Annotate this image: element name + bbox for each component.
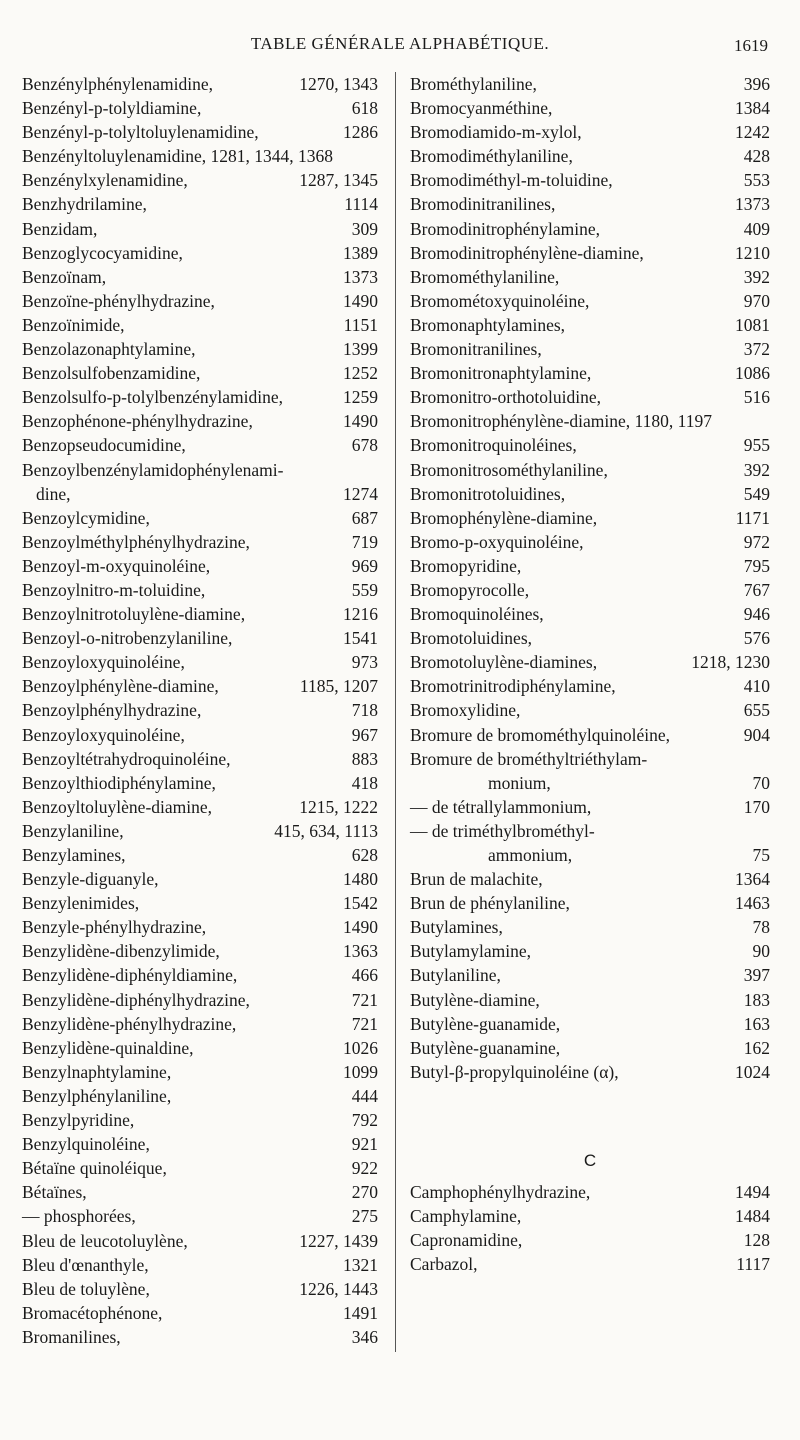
index-entry (410, 1204, 770, 1228)
index-term: Benzoyloxyquinoléine, (22, 652, 185, 673)
index-term: Bromométhylaniline, (410, 266, 560, 287)
index-entry (22, 1180, 378, 1204)
index-term: Benzoyltoluylène-diamine, (22, 796, 213, 817)
index-page-refs: 1494 (735, 1181, 770, 1202)
index-term: Benzylidène-diphénylhydrazine, (22, 989, 250, 1010)
index-entry (22, 723, 378, 747)
index-page-refs: 721 (351, 989, 378, 1010)
index-term: Benzylphénylaniline, (22, 1085, 172, 1106)
index-entry (410, 963, 770, 987)
index-term: Benzoyl-o-nitrobenzylaniline, (22, 628, 233, 649)
right-index-column (410, 72, 770, 1276)
index-entry (22, 409, 378, 433)
index-term: Bétaïnes, (22, 1182, 87, 1203)
index-page-refs: 553 (743, 170, 770, 191)
index-term: Bromonitranilines, (410, 339, 542, 360)
index-term: Benzolsulfo-p-tolylbenzénylamidine, (22, 387, 283, 408)
index-term: Benzylidène-phénylhydrazine, (22, 1013, 237, 1034)
index-term: Bromonaphtylamines, (410, 314, 566, 335)
index-page-refs: 549 (743, 483, 770, 504)
index-entry (410, 650, 770, 674)
index-page-refs: 1227, 1439 (299, 1230, 378, 1251)
index-entry (410, 458, 770, 482)
index-page-refs: 1363 (343, 941, 378, 962)
index-entry (22, 1253, 378, 1277)
index-entry (410, 554, 770, 578)
index-term: Bromométoxyquinoléine, (410, 290, 590, 311)
index-term: Butylène-guanamine, (410, 1037, 561, 1058)
index-term: Bromodinitranilines, (410, 194, 556, 215)
index-entry (410, 939, 770, 963)
index-page-refs: 1024 (735, 1061, 770, 1082)
index-entry (410, 72, 770, 96)
index-page-refs: 444 (351, 1085, 378, 1106)
index-term: Bromo-p-oxyquinoléine, (410, 531, 584, 552)
index-page-refs: 397 (743, 965, 770, 986)
index-term: Bromophénylène-diamine, (410, 507, 598, 528)
index-page-refs: 392 (743, 266, 770, 287)
index-entry (22, 1325, 378, 1349)
index-entry (410, 482, 770, 506)
index-page-refs: 163 (743, 1013, 770, 1034)
index-entry (410, 144, 770, 168)
index-entry (22, 482, 378, 506)
index-term: Bromotrinitrodiphénylamine, (410, 676, 616, 697)
index-page-refs: 428 (743, 146, 770, 167)
index-page-refs: 618 (351, 98, 378, 119)
index-page-refs: 1321 (343, 1254, 378, 1275)
index-term: Bromodiamido-m-xylol, (410, 122, 582, 143)
index-page-refs: 1259 (343, 387, 378, 408)
index-term: Benzolazonaphtylamine, (22, 339, 196, 360)
index-term: Benzoylcymidine, (22, 507, 150, 528)
running-title: TABLE GÉNÉRALE ALPHABÉTIQUE. (250, 34, 550, 53)
index-page-refs: 1218, 1230 (691, 652, 770, 673)
index-term: Butylaniline, (410, 965, 501, 986)
index-term: Butyl-β-propylquinoléine (α), (410, 1061, 619, 1082)
index-entry (22, 217, 378, 241)
index-entry (410, 1036, 770, 1060)
index-term: Bromopyrocolle, (410, 579, 530, 600)
index-page-refs: 1081 (735, 314, 770, 335)
index-page-refs: 516 (743, 387, 770, 408)
index-entry (410, 192, 770, 216)
index-term: Benzényltoluylenamidine, 1281, 1344, 1368 (22, 146, 334, 167)
index-page-refs: 275 (351, 1206, 378, 1227)
index-entry (410, 867, 770, 891)
index-term: Benzyle-phénylhydrazine, (22, 917, 207, 938)
index-term: Benzylamines, (22, 845, 126, 865)
index-page-refs: 1491 (343, 1302, 378, 1323)
index-term: Benzidam, (22, 218, 98, 239)
index-entry (410, 168, 770, 192)
index-term: Bromonitroquinoléines, (410, 435, 577, 456)
index-entry (410, 241, 770, 265)
index-entry (22, 819, 378, 843)
index-entry (410, 1012, 770, 1036)
index-entry (410, 988, 770, 1012)
index-entry (410, 819, 770, 843)
index-term: Bromonitrophénylène-diamine, 1180, 1197 (410, 411, 712, 432)
index-entry (22, 144, 378, 168)
index-term: Benzhydrilamine, (22, 194, 147, 215)
index-page-refs: 396 (743, 74, 770, 94)
index-page-refs: 372 (743, 339, 770, 360)
index-term: Benzopseudocumidine, (22, 435, 186, 456)
index-entry (410, 674, 770, 698)
index-entry (22, 192, 378, 216)
index-term: Carbazol, (410, 1254, 478, 1275)
index-entry (410, 602, 770, 626)
index-entry (410, 843, 770, 867)
index-term: Brun de malachite, (410, 869, 543, 890)
index-term: Benzoylnitro-m-toluidine, (22, 579, 206, 600)
index-term: Benzoïnam, (22, 266, 107, 287)
index-page-refs: 1484 (735, 1206, 770, 1227)
index-term: Benzoyltétrahydroquinoléine, (22, 748, 231, 769)
index-page-refs: 767 (743, 579, 770, 600)
index-entry (22, 674, 378, 698)
index-entry (22, 988, 378, 1012)
index-term: Bromanilines, (22, 1326, 121, 1347)
index-page-refs: 1287, 1345 (299, 170, 378, 191)
index-page-refs: 1490 (343, 290, 378, 311)
index-page-refs: 1490 (343, 411, 378, 432)
index-term: — de tétrallylammonium, (410, 796, 592, 817)
index-page-refs: 721 (351, 1013, 378, 1034)
index-term: Benzylnaphtylamine, (22, 1061, 172, 1082)
index-term: Bromonitro-orthotoluidine, (410, 387, 602, 408)
index-term: Camphylamine, (410, 1206, 522, 1227)
index-entry (22, 1156, 378, 1180)
index-term: Benzoïnimide, (22, 314, 125, 335)
index-entry (22, 939, 378, 963)
index-entry (410, 771, 770, 795)
index-term: Benzylpyridine, (22, 1110, 135, 1131)
index-term: Butylamylamine, (410, 941, 532, 962)
index-term: Benzylidène-quinaldine, (22, 1037, 194, 1058)
index-term: Brométhylaniline, (410, 74, 537, 94)
index-page-refs: 1542 (343, 893, 378, 914)
index-entry (22, 1108, 378, 1132)
index-term: Bromodiméthyl-m-toluidine, (410, 170, 613, 191)
index-entry (410, 409, 770, 433)
index-entry (410, 96, 770, 120)
index-page-refs: 921 (351, 1134, 378, 1155)
index-page-refs: 1151 (343, 314, 378, 335)
index-page-refs: 973 (351, 652, 378, 673)
index-page-refs: 392 (743, 459, 770, 480)
page-number: 1619 (734, 36, 768, 55)
index-page-refs: 418 (351, 772, 378, 793)
left-index-column (22, 72, 378, 1349)
index-entry (22, 385, 378, 409)
index-page-refs: 346 (351, 1326, 378, 1347)
index-entry (22, 506, 378, 530)
index-term: Butylène-diamine, (410, 989, 540, 1010)
index-entry (22, 747, 378, 771)
index-term: monium, (488, 772, 551, 793)
index-term: Benzoyl-m-oxyquinoléine, (22, 555, 211, 576)
index-page-refs: 1216 (343, 604, 378, 625)
index-page-refs: 270 (351, 1182, 378, 1203)
index-term: Benzylaniline, (22, 820, 124, 841)
index-page-refs: 1490 (343, 917, 378, 938)
index-entry (410, 385, 770, 409)
index-term: Benzolsulfobenzamidine, (22, 363, 201, 384)
index-term: Butylamines, (410, 917, 503, 938)
index-page-refs: 1270, 1343 (299, 74, 378, 94)
index-page-refs: 967 (351, 724, 378, 745)
index-term: Benzoyloxyquinoléine, (22, 724, 185, 745)
index-term: Bromodiméthylaniline, (410, 146, 573, 167)
index-entry (410, 723, 770, 747)
index-entry (22, 96, 378, 120)
index-page-refs: 792 (351, 1110, 378, 1131)
index-page-refs: 1114 (344, 194, 378, 215)
index-page-refs: 687 (351, 507, 378, 528)
index-term: — de triméthylbrométhyl- (410, 820, 595, 841)
index-page-refs: 1286 (343, 122, 378, 143)
index-term: Bromodinitrophénylène-diamine, (410, 242, 644, 263)
index-entry (22, 795, 378, 819)
index-page-refs: 1215, 1222 (299, 796, 378, 817)
index-entry (22, 626, 378, 650)
index-term: Bromoquinoléines, (410, 604, 544, 625)
index-page-refs: 1210 (735, 242, 770, 263)
index-term: Bleu de leucotoluylène, (22, 1230, 188, 1251)
index-entry (22, 1301, 378, 1325)
index-entry (22, 698, 378, 722)
index-entry (22, 530, 378, 554)
index-page-refs: 128 (743, 1230, 770, 1251)
index-entry (22, 1132, 378, 1156)
index-term: Bromotoluylène-diamines, (410, 652, 598, 673)
index-term: Benzophénone-phénylhydrazine, (22, 411, 253, 432)
index-page-refs: 678 (351, 435, 378, 456)
index-term: Benzylidène-dibenzylimide, (22, 941, 220, 962)
index-page-refs: 78 (752, 917, 770, 938)
index-page-refs: 1373 (735, 194, 770, 215)
index-page-refs: 170 (743, 796, 770, 817)
index-term: Bromure de bromométhylquinoléine, (410, 724, 671, 745)
index-term: Bromacétophénone, (22, 1302, 163, 1323)
index-entry (22, 867, 378, 891)
index-page-refs: 972 (743, 531, 770, 552)
index-entry (22, 602, 378, 626)
index-entry (22, 843, 378, 867)
index-entry (22, 554, 378, 578)
index-entry (410, 915, 770, 939)
index-page-refs: 1384 (735, 98, 770, 119)
index-page-refs: 1086 (735, 363, 770, 384)
index-page-refs: 1117 (736, 1254, 770, 1275)
index-page-refs: 1242 (735, 122, 770, 143)
index-page-refs: 719 (351, 531, 378, 552)
index-page-refs: 409 (743, 218, 770, 239)
index-entry (22, 433, 378, 457)
index-entry (410, 265, 770, 289)
index-term: Benzoylthiodiphénylamine, (22, 772, 216, 793)
index-term: Bromure de brométhyltriéthylam- (410, 748, 648, 769)
index-term: Benzényl-p-tolyltoluylenamidine, (22, 122, 259, 143)
index-page-refs: 162 (743, 1037, 770, 1058)
index-term: Camphophénylhydrazine, (410, 1181, 591, 1202)
index-term: Bromonitrosométhylaniline, (410, 459, 608, 480)
index-page-refs: 904 (743, 724, 770, 745)
index-entry (22, 458, 378, 482)
index-term: Benzoylnitrotoluylène-diamine, (22, 604, 246, 625)
index-entry (22, 361, 378, 385)
index-entry (22, 241, 378, 265)
index-page-refs: 1026 (343, 1037, 378, 1058)
index-entry (22, 1060, 378, 1084)
index-entry (22, 963, 378, 987)
index-entry (410, 1252, 770, 1276)
index-entry (410, 337, 770, 361)
index-page-refs: 309 (351, 218, 378, 239)
index-page-refs: 1171 (735, 507, 770, 528)
index-page-refs: 883 (351, 748, 378, 769)
index-term: Bromoxylidine, (410, 700, 521, 721)
index-page-refs: 1364 (735, 869, 770, 890)
index-page-refs: 576 (743, 628, 770, 649)
index-term: Bleu d'œnanthyle, (22, 1254, 149, 1275)
index-page-refs: 75 (752, 845, 770, 865)
index-entry (410, 698, 770, 722)
index-term: Benzoylméthylphénylhydrazine, (22, 531, 250, 552)
index-term: Benzylenimides, (22, 893, 140, 914)
index-entry (22, 578, 378, 602)
index-term: Bromotoluidines, (410, 628, 533, 649)
index-page-refs: 969 (351, 555, 378, 576)
index-page-refs: 1226, 1443 (299, 1278, 378, 1299)
index-page-refs: 1480 (343, 869, 378, 890)
index-page-refs: 1099 (343, 1061, 378, 1082)
index-entry (410, 1060, 770, 1084)
index-entry (410, 313, 770, 337)
index-entry (410, 289, 770, 313)
index-term: Capronamidine, (410, 1230, 523, 1251)
index-page-refs: 1373 (343, 266, 378, 287)
index-term: Bromonitronaphtylamine, (410, 363, 592, 384)
index-term: Benzénylphénylenamidine, (22, 74, 213, 94)
index-entry (22, 337, 378, 361)
column-divider (395, 72, 396, 1352)
index-entry (410, 1180, 770, 1204)
index-entry (22, 313, 378, 337)
index-page-refs: 183 (743, 989, 770, 1010)
index-entry (22, 1084, 378, 1108)
index-entry (410, 361, 770, 385)
index-page-refs: 1399 (343, 339, 378, 360)
index-entry (410, 1228, 770, 1252)
index-term: Benzoïne-phénylhydrazine, (22, 290, 215, 311)
page-header (0, 34, 800, 58)
index-term: Benzoglycocyamidine, (22, 242, 183, 263)
index-term: Bétaïne quinoléique, (22, 1158, 167, 1179)
index-term: Bromocyanméthine, (410, 98, 553, 119)
index-entry (22, 120, 378, 144)
index-term: Benzylidène-diphényldiamine, (22, 965, 238, 986)
index-entry (22, 1204, 378, 1228)
index-page-refs: 466 (351, 965, 378, 986)
index-entry (22, 1036, 378, 1060)
index-term: Benzényl-p-tolyldiamine, (22, 98, 202, 119)
index-term: Benzylquinoléine, (22, 1134, 150, 1155)
index-page-refs: 1185, 1207 (299, 676, 378, 697)
index-entry (22, 289, 378, 313)
index-term: Bleu de toluylène, (22, 1278, 150, 1299)
index-entry (410, 626, 770, 650)
index-entry (22, 771, 378, 795)
index-entry (22, 265, 378, 289)
index-entry (410, 506, 770, 530)
index-page-refs: 415, 634, 1113 (274, 820, 378, 841)
index-entry (22, 1277, 378, 1301)
index-entry (22, 915, 378, 939)
index-entry (410, 747, 770, 771)
index-entry (22, 1229, 378, 1253)
index-page-refs: 655 (743, 700, 770, 721)
index-page-refs: 718 (351, 700, 378, 721)
index-term: Benzyle-diguanyle, (22, 869, 159, 890)
index-term: Bromodinitrophénylamine, (410, 218, 601, 239)
index-page-refs: 795 (743, 555, 770, 576)
index-page-refs: 90 (752, 941, 770, 962)
section-letter-heading: C (583, 1150, 597, 1170)
index-term: Butylène-guanamide, (410, 1013, 561, 1034)
index-page-refs: 1274 (343, 483, 378, 504)
index-term: Benzoylphénylhydrazine, (22, 700, 202, 721)
index-term: ammonium, (488, 845, 573, 865)
index-page-refs: 628 (351, 845, 378, 865)
index-entry (410, 578, 770, 602)
index-entry (410, 795, 770, 819)
index-entry (410, 120, 770, 144)
index-page-refs: 946 (743, 604, 770, 625)
index-term: Bromopyridine, (410, 555, 522, 576)
index-entry (22, 1012, 378, 1036)
index-page-refs: 70 (752, 772, 770, 793)
index-entry (22, 168, 378, 192)
index-entry (410, 433, 770, 457)
index-entry (410, 217, 770, 241)
index-page-refs: 559 (351, 579, 378, 600)
index-page-refs: 970 (743, 290, 770, 311)
index-term: Brun de phénylaniline, (410, 893, 570, 914)
index-entry (22, 72, 378, 96)
index-entry (410, 530, 770, 554)
index-entry (22, 650, 378, 674)
index-page-refs: 1463 (735, 893, 770, 914)
index-term: Bromonitrotoluidines, (410, 483, 566, 504)
index-page-refs: 955 (743, 435, 770, 456)
index-page-refs: 922 (351, 1158, 378, 1179)
index-term: — phosphorées, (22, 1206, 136, 1227)
index-page-refs: 410 (743, 676, 770, 697)
index-entry (410, 891, 770, 915)
index-page-refs: 1389 (343, 242, 378, 263)
index-term: Benzénylxylenamidine, (22, 170, 188, 191)
index-entry (22, 891, 378, 915)
index-page-refs: 1252 (343, 363, 378, 384)
index-page-refs: 1541 (343, 628, 378, 649)
index-term: Benzoylphénylène-diamine, (22, 676, 219, 697)
index-term: dine, (36, 483, 71, 504)
index-term: Benzoylbenzénylamidophénylenami- (22, 459, 284, 480)
